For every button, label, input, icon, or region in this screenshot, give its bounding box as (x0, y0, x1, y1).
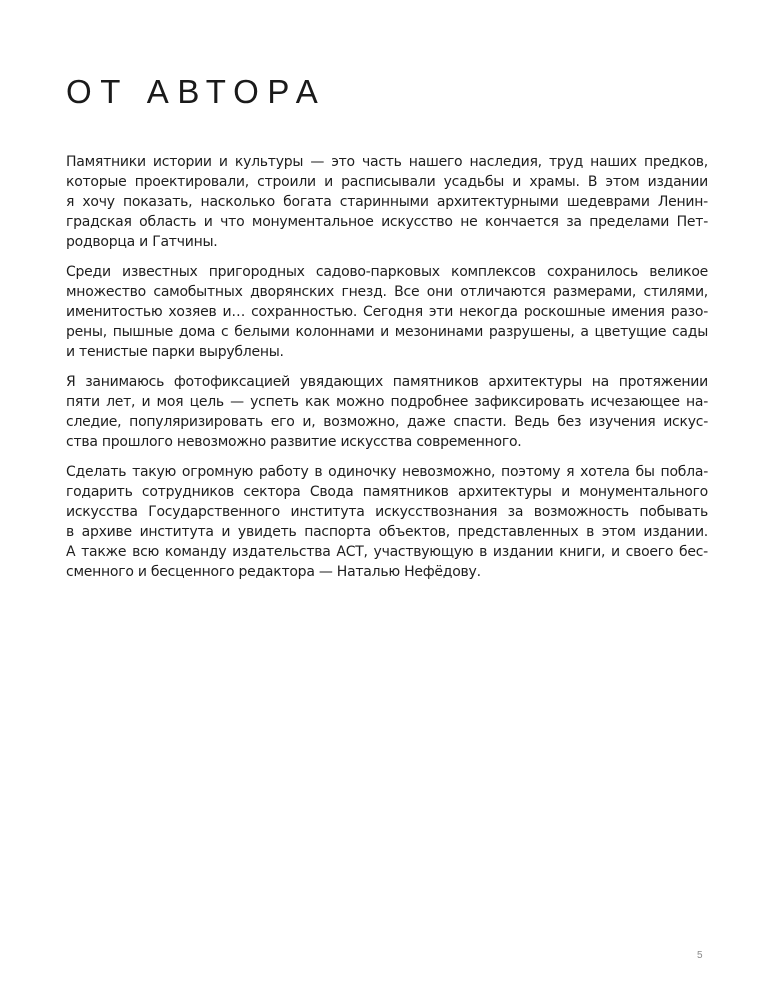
text-line: Среди известных пригородных садово-парковых комплексов сохранилось великое (66, 264, 708, 280)
text-line: следие, популяризировать его и, возможно, даже спасти. Ведь без изучения искус- (66, 414, 708, 430)
text-line: множество самобытных дворянских гнезд. Все они отличаются размерами, стилями, (66, 284, 708, 300)
page-title: ОТ АВТОРА (66, 73, 327, 110)
page-number: 5 (697, 950, 703, 961)
text-line: искусства Государственного института искусствознания за возможность побывать (66, 504, 708, 520)
text-line: сменного и бесценного редактора — Наталью Нефёдову. (66, 564, 481, 580)
text-line: и тенистые парки вырублены. (66, 344, 284, 360)
text-line: в архиве института и увидеть паспорта объектов, представленных в этом издании. (66, 524, 708, 540)
text-line: родворца и Гатчины. (66, 234, 218, 250)
text-line: которые проектировали, строили и расписывали усадьбы и храмы. В этом издании (66, 174, 708, 190)
text-line: Сделать такую огромную работу в одиночку невозможно, поэтому я хотела бы побла- (66, 464, 708, 480)
text-line: Я занимаюсь фотофиксацией увядающих памятников архитектуры на протяжении (66, 374, 708, 390)
text-line: ства прошлого невозможно развитие искусства современного. (66, 434, 522, 450)
paragraph-2 (66, 262, 708, 362)
text-line: я хочу показать, насколько богата старинными архитектурными шедеврами Ленин- (66, 194, 708, 210)
text-line: А также всю команду издательства АСТ, участвующую в издании книги, и своего бес- (66, 544, 708, 560)
text-line: рены, пышные дома с белыми колоннами и мезонинами разрушены, а цветущие сады (66, 324, 708, 340)
body-text (66, 152, 708, 592)
paragraph-3 (66, 372, 708, 452)
text-line: пяти лет, и моя цель — успеть как можно подробнее зафиксировать исчезающее на- (66, 394, 708, 410)
paragraph-4 (66, 462, 708, 582)
text-line: Памятники истории и культуры — это часть нашего наследия, труд наших предков, (66, 154, 708, 170)
text-line: градская область и что монументальное искусство не кончается за пределами Пет- (66, 214, 708, 230)
text-line: именитостью хозяев и… сохранностью. Сегодня эти некогда роскошные имения разо- (66, 304, 708, 320)
text-line: годарить сотрудников сектора Свода памятников архитектуры и монументального (66, 484, 708, 500)
paragraph-1 (66, 152, 708, 252)
